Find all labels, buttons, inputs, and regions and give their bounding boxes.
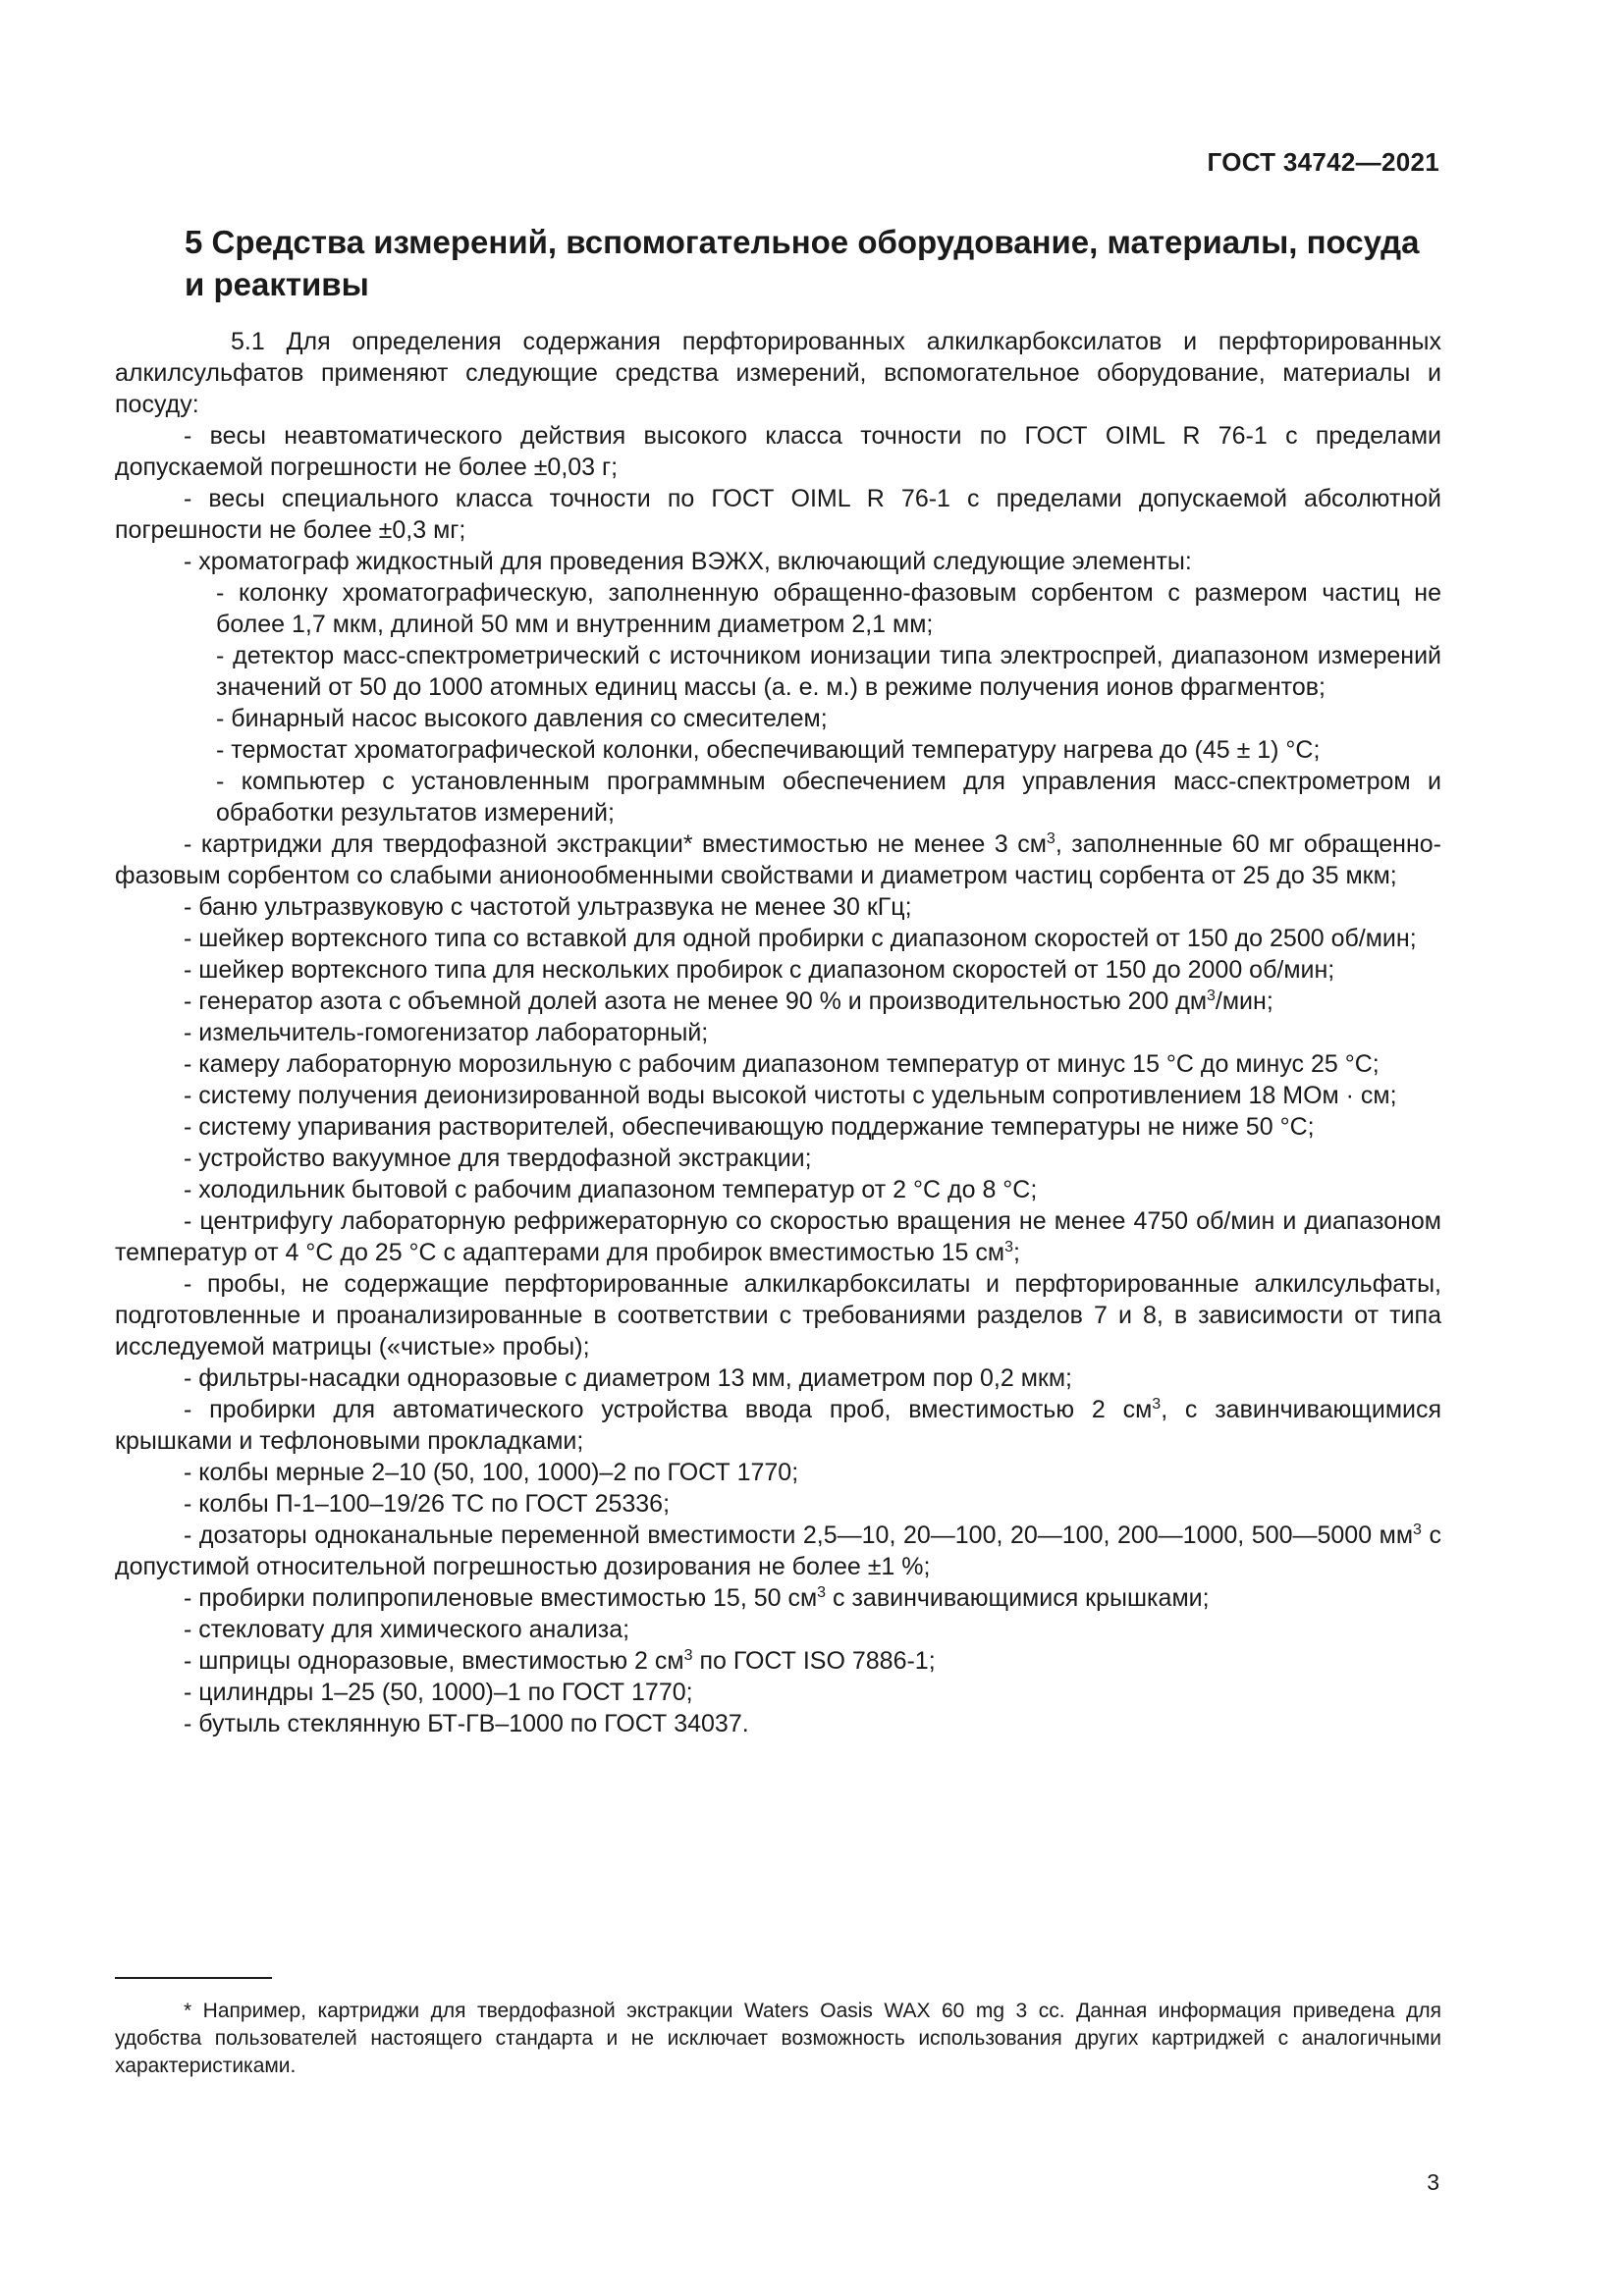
text-run: - центрифугу лабораторную рефрижераторную со скоростью вращения не менее 4750 об/мин и диапазоном температур от 4 °С до 25 °С с адаптерами для пробирок вместимостью 15 см — [115, 1207, 1441, 1266]
list-item — [115, 1394, 1441, 1457]
section-title: 5 Средства измерений, вспомогательное оборудование, материалы, посуда и реактивы — [185, 224, 1420, 302]
sub-list-item: - термостат хроматографической колонки, обеспечивающий температуру нагрева до (45 ± 1) °С; — [216, 736, 1321, 764]
text-run: - картриджи для твердофазной экстракции* вместимостью не менее 3 см — [184, 830, 1047, 858]
text-run: - пробирки для автоматического устройства ввода проб, вместимостью 2 см — [184, 1396, 1153, 1423]
superscript: 3 — [683, 1647, 693, 1664]
superscript: 3 — [1413, 1522, 1422, 1538]
text-run: по ГОСТ ISO 7886-1; — [692, 1647, 936, 1675]
list-item: - весы неавтоматического действия высокого класса точности по ГОСТ OIML R 76-1 с пределами допускаемой погрешности не более ±0,03 г; — [115, 422, 1441, 481]
sub-list-item: - детектор масс-спектрометрический с источником ионизации типа электроспрей, диапазоном измерений значений от 50 до 1000 атомных единиц массы (а. е. м.) в режиме получения ионов фрагментов; — [216, 642, 1441, 701]
text-run: , заполненные 60 мг обращенно-фазовым сорбентом со слабыми анионообменными свойствами и диаметром частиц сорбента от 25 до 35 мкм; — [115, 830, 1441, 889]
list-item: - пробы, не содержащие перфторированные алкилкарбоксилаты и перфторированные алкилсульфаты, подготовленные и проанализированные в соответствии с требованиями разделов 7 и 8, в зависимости от типа исследуемой матрицы («чистые» пробы); — [115, 1270, 1441, 1361]
text-run: - дозаторы одноканальные переменной вместимости 2,5—10, 20—100, 20—100, 200—1000, 500—5000 мм — [184, 1522, 1414, 1549]
list-item: - цилиндры 1–25 (50, 1000)–1 по ГОСТ 1770; — [184, 1679, 693, 1706]
text-run: ; — [1013, 1239, 1020, 1266]
text-run: с завинчивающимися крышками; — [826, 1584, 1210, 1612]
text-run: /мин; — [1215, 988, 1273, 1015]
list-item: - колбы П-1–100–19/26 ТС по ГОСТ 25336; — [184, 1490, 671, 1518]
list-item: - систему упаривания растворителей, обеспечивающую поддержание температуры не ниже 50 °С; — [184, 1113, 1315, 1141]
text-run: , с завинчивающимися крышками и тефлоновыми прокладками; — [115, 1396, 1442, 1455]
text-run: с допустимой относительной погрешностью дозирования не более ±1 %; — [115, 1522, 1441, 1580]
list-item: - систему получения деионизированной воды высокой чистоты с удельным сопротивлением 18 МОм · см; — [184, 1082, 1397, 1109]
list-item — [115, 986, 1441, 1017]
superscript: 3 — [1207, 988, 1216, 1004]
list-item: - измельчитель-гомогенизатор лабораторный; — [184, 1019, 709, 1046]
list-item: - шейкер вортексного типа со вставкой для одной пробирки с диапазоном скоростей от 150 до 2500 об/мин; — [184, 925, 1417, 952]
list-item: - колбы мерные 2–10 (50, 100, 1000)–2 по ГОСТ 1770; — [184, 1459, 799, 1486]
text-run: - пробирки полипропиленовые вместимостью 15, 50 см — [184, 1584, 818, 1612]
list-item: - стекловату для химического анализа; — [184, 1616, 630, 1643]
superscript: 3 — [817, 1584, 827, 1601]
sub-list-item: - компьютер с установленным программным обеспечением для управления масс-спектрометром и обработки результатов измерений; — [216, 768, 1441, 827]
document-number: ГОСТ 34742—2021 — [1207, 147, 1439, 177]
list-item — [115, 1582, 1441, 1614]
text-run: - шприцы одноразовые, вместимостью 2 см — [184, 1647, 684, 1675]
list-item: - холодильник бытовой с рабочим диапазоном температур от 2 °С до 8 °С; — [184, 1176, 1038, 1203]
sub-list-item: - бинарный насос высокого давления со смесителем; — [216, 705, 828, 732]
list-item: - устройство вакуумное для твердофазной экстракции; — [184, 1145, 812, 1172]
superscript: 3 — [1046, 830, 1056, 847]
paragraph-intro: 5.1 Для определения содержания перфторированных алкилкарбоксилатов и перфторированных алкилсульфатов применяют следующие средства измерений, вспомогательное оборудование, материалы и посуду: — [115, 328, 1441, 418]
footnote-divider — [115, 1977, 272, 1979]
list-item — [115, 1645, 1441, 1677]
list-item: - хроматограф жидкостный для проведения ВЭЖХ, включающий следующие элементы: — [184, 548, 1192, 575]
list-item: - камеру лабораторную морозильную с рабочим диапазоном температур от минус 15 °С до минус 25 °С; — [184, 1050, 1380, 1078]
page-number: 3 — [1427, 2169, 1439, 2195]
sub-list-item: - колонку хроматографическую, заполненную обращенно-фазовым сорбентом с размером частиц не более 1,7 мкм, длиной 50 мм и внутренним диаметром 2,1 мм; — [216, 579, 1441, 638]
section-body — [115, 326, 1441, 1739]
superscript: 3 — [1152, 1396, 1162, 1413]
list-item: - фильтры-насадки одноразовые с диаметром 13 мм, диаметром пор 0,2 мкм; — [184, 1364, 1072, 1392]
list-item: - весы специального класса точности по ГОСТ OIML R 76-1 с пределами допускаемой абсолютной погрешности не более ±0,3 мг; — [115, 485, 1441, 544]
superscript: 3 — [1004, 1239, 1013, 1255]
list-item: - баню ультразвуковую с частотой ультразвука не менее 30 кГц; — [184, 893, 912, 921]
list-item — [115, 1205, 1441, 1268]
list-item: - бутыль стеклянную БТ-ГВ–1000 по ГОСТ 34037. — [184, 1710, 749, 1737]
text-run: - генератор азота с объемной долей азота не менее 90 % и производительностью 200 дм — [184, 988, 1208, 1015]
list-item: - шейкер вортексного типа для нескольких пробирок с диапазоном скоростей от 150 до 2000 об/мин; — [184, 956, 1335, 984]
footnote: * Например, картриджи для твердофазной экстракции Waters Oasis WAX 60 mg 3 cc. Данная информация приведена для удобства пользователей настоящего стандарта и не исключает возможность использования других картриджей с аналогичными характеристиками. — [115, 2000, 1441, 2077]
list-item — [115, 1520, 1441, 1582]
list-item — [115, 828, 1441, 891]
